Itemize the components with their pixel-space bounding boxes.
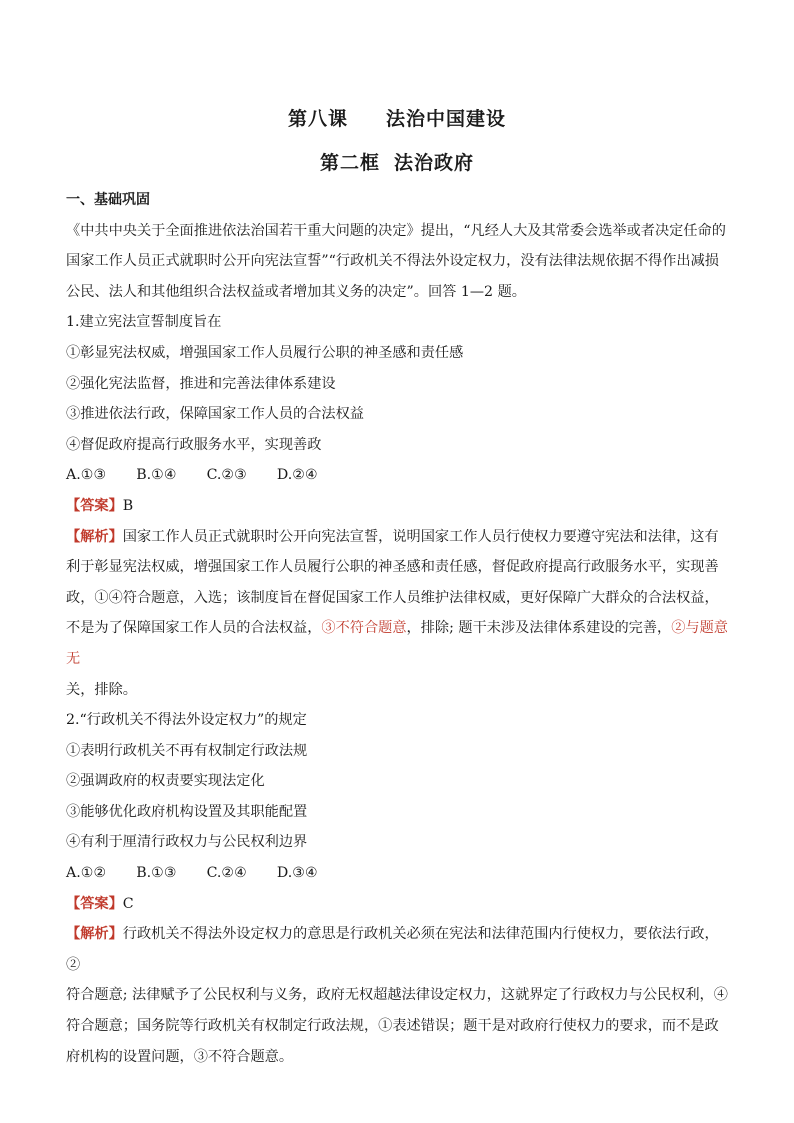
frame-name: 法治政府	[394, 152, 475, 174]
exercise-content	[66, 185, 728, 1072]
answer-tag: 【答案】	[66, 497, 123, 514]
answer-value: B	[122, 497, 134, 514]
q2-statement: ③能够优化政府机构设置及其职能配置	[66, 803, 308, 820]
q2-analysis	[66, 919, 728, 980]
q2-analysis-line: 符合题意；国务院等行政机关有权制定行政法规，①表述错误；题干是对政府行使权力的要求，而不是政	[66, 1018, 719, 1035]
frame-number: 第二框	[319, 152, 380, 174]
analysis-highlight: ③不符合题意	[321, 620, 407, 637]
q2-statement: ④有利于厘清行政权力与公民权利边界	[66, 834, 308, 851]
q2-option-b: B.①③	[136, 865, 177, 882]
analysis-tag: 【解析】	[66, 926, 123, 943]
q2-options	[66, 858, 728, 889]
section-heading: 一、基础巩固	[66, 192, 150, 208]
analysis-tag: 【解析】	[66, 528, 123, 545]
q1-option-c: C.②③	[206, 467, 247, 484]
q1-stem: 1.建立宪法宣誓制度旨在	[66, 314, 222, 331]
q1-analysis-line: 关，排除。	[66, 681, 137, 698]
q2-stem: 2.“行政机关不得法外设定权力”的规定	[66, 712, 307, 729]
q2-option-a: A.①②	[66, 865, 107, 882]
lesson-number: 第八课	[287, 108, 348, 130]
q1-options	[66, 460, 728, 491]
analysis-text: ，排除; 题干未涉及法律体系建设的完善，	[406, 620, 672, 637]
answer-tag: 【答案】	[66, 895, 123, 912]
q1-statement: ①彰显宪法权威，增强国家工作人员履行公职的神圣感和责任感	[66, 344, 464, 361]
q1-analysis-line	[66, 613, 728, 674]
q1-statement: ③推进依法行政，保障国家工作人员的合法权益	[66, 406, 364, 423]
q2-option-d: D.③④	[276, 865, 318, 882]
intro-line: 公民、法人和其他组织合法权益或者增加其义务的决定”。回答 1—2 题。	[66, 283, 526, 300]
analysis-text: 国家工作人员正式就职时公开向宪法宣誓，说明国家工作人员行使权力要遵守宪法和法律，这有	[122, 528, 719, 545]
q1-answer	[66, 491, 728, 522]
answer-value: C	[122, 895, 134, 912]
analysis-text: 不是为了保障国家工作人员的合法权益，	[66, 620, 322, 637]
q1-analysis	[66, 522, 728, 553]
q2-analysis-line: 符合题意; 法律赋予了公民权利与义务，政府无权超越法律设定权力，这就界定了行政权力与公民权利，④	[66, 987, 728, 1004]
analysis-highlight: ②与题意无	[66, 620, 728, 667]
q2-statement: ①表明行政机关不再有权制定行政法规	[66, 742, 308, 759]
q2-answer	[66, 889, 728, 920]
analysis-text: 行政机关不得法外设定权力的意思是行政机关必须在宪法和法律范围内行使权力，要依法行政，②	[66, 926, 719, 973]
q2-statement: ②强调政府的权责要实现法定化	[66, 773, 265, 790]
q1-analysis-line: 政，①④符合题意，入选；该制度旨在督促国家工作人员维护法律权威，更好保障广大群众的合法权益，	[66, 589, 719, 606]
q1-statement: ④督促政府提高行政服务水平，实现善政	[66, 436, 322, 453]
q1-analysis-line: 利于彰显宪法权威，增强国家工作人员履行公职的神圣感和责任感，督促政府提高行政服务水平，实现善	[66, 559, 719, 576]
q1-statement: ②强化宪法监督，推进和完善法律体系建设	[66, 375, 336, 392]
q1-option-a: A.①③	[66, 467, 107, 484]
frame-title	[0, 148, 794, 175]
q1-option-d: D.②④	[276, 467, 318, 484]
q1-option-b: B.①④	[136, 467, 177, 484]
intro-line: 《中共中央关于全面推进依法治国若干重大问题的决定》提出，“凡经人大及其常委会选举或者决定任命的	[66, 222, 726, 239]
lesson-title	[0, 104, 794, 131]
q2-option-c: C.②④	[206, 865, 247, 882]
intro-line: 国家工作人员正式就职时公开向宪法宣誓”“行政机关不得法外设定权力，没有法律法规依据不得作出减损	[66, 253, 719, 270]
lesson-name: 法治中国建设	[386, 108, 507, 130]
q2-analysis-line: 府机构的设置问题，③不符合题意。	[66, 1048, 294, 1065]
